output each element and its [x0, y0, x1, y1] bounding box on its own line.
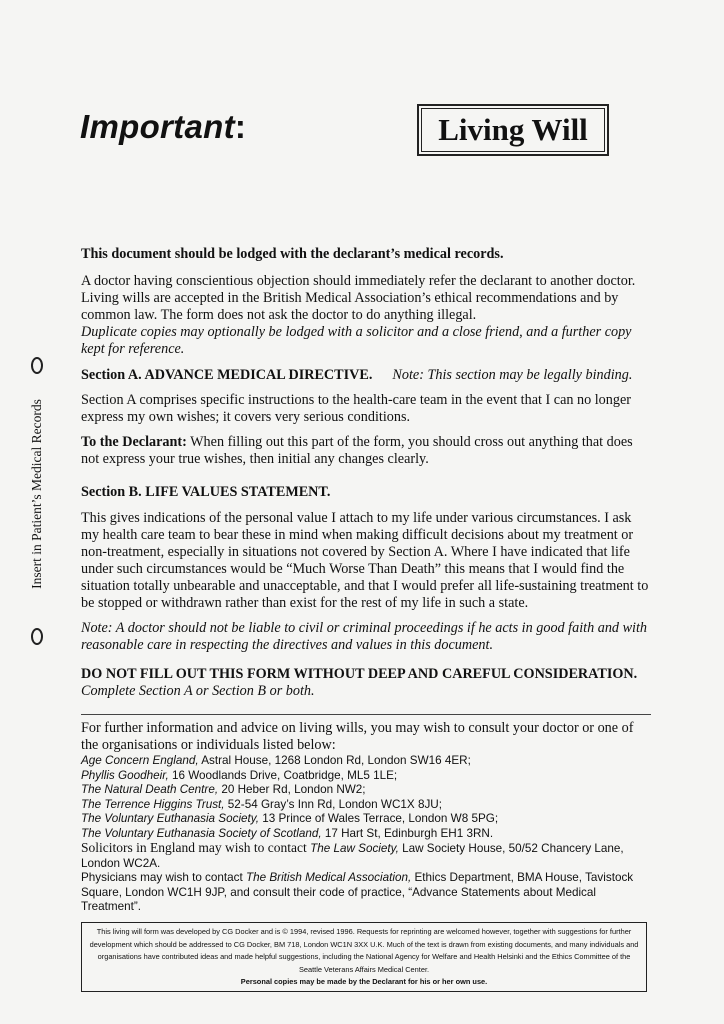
further-info-intro: For further information and advice on living wills, you may wish to consult your doctor or one of the organisations or individuals listed below:: [81, 720, 634, 753]
org-item: The Voluntary Euthanasia Society, 13 Prince of Wales Terrace, London W8 5PG;: [81, 812, 499, 825]
warning-heading: DO NOT FILL OUT THIS FORM WITHOUT DEEP AND CAREFUL CONSIDERATION.: [81, 666, 638, 682]
footer-box: [81, 922, 647, 992]
physicians-line: Physicians may wish to contact The British Medical Association, Ethics Department, BMA House, Tavistock Square, London WC1H 9JP, and consult their code of practice, “Advance Statements about Medical Treatment”.: [81, 871, 634, 913]
declarant-paragraph: [81, 434, 651, 468]
document-title: Living Will: [421, 108, 605, 152]
org-item: The Voluntary Euthanasia Society of Scotland, 17 Hart St, Edinburgh EH1 3RN.: [81, 826, 494, 840]
side-margin-label: Insert in Patient’s Medical Records: [29, 399, 44, 589]
intro-paragraph: [81, 273, 651, 358]
org-item: Phyllis Goodheir, 16 Woodlands Drive, Coatbridge, ML5 1LE;: [81, 768, 398, 782]
org-item: The Natural Death Centre, 20 Heber Rd, London NW2;: [81, 783, 366, 796]
section-a-note: Note: This section may be legally binding.: [392, 367, 633, 383]
divider-rule: [81, 714, 651, 715]
intro-heading: This document should be lodged with the declarant’s medical records.: [81, 246, 504, 262]
intro-italic-text: Duplicate copies may optionally be lodged with a solicitor and a close friend, and a further copy kept for reference.: [81, 324, 632, 357]
section-a-heading: Section A. ADVANCE MEDICAL DIRECTIVE.: [81, 367, 373, 383]
document-body: [81, 246, 651, 915]
important-heading: Important:: [80, 108, 247, 145]
declarant-label: To the Declarant:: [81, 434, 187, 450]
punch-hole-top: [31, 357, 43, 374]
intro-text: A doctor having conscientious objection should immediately refer the declarant to another doctor. Living wills are accepted in the British Medical Association’s ethical recommendations and by common law. The form does not ask the doctor to do anything illegal.: [81, 273, 636, 323]
org-item: The Terrence Higgins Trust, 52-54 Gray’s Inn Rd, London WC1X 8JU;: [81, 797, 442, 811]
warning-sub: Complete Section A or Section B or both.: [81, 683, 315, 699]
warning-block: [81, 666, 651, 700]
footer-text: This living will form was developed by CG Docker and is © 1994, revised 1996. Requests for reprinting are welcomed however, together with suggestions for further development which should be addressed to CG Docker, BM 718, London WC1N 3XX U.K. Much of the text is drawn from existing documents, and many individuals and organisations have contributed ideas and made helpful suggestions, including the National Agency for Welfare and Health Helsinki and the Ethics Committee of the Seattle Veterans Affairs Medical Center.: [89, 927, 639, 974]
punch-hole-bottom: [31, 628, 43, 645]
declarant-text: When filling out this part of the form, you should cross out anything that does not express your true wishes, then initial any changes clearly.: [81, 434, 633, 467]
important-colon: :: [234, 108, 247, 145]
section-b-paragraph: This gives indications of the personal value I attach to my life under various circumstances. I ask my health care team to bear these in mind when making difficult decisions about my treatment or non-treatment, especially in situations not covered by Section A. Where I have indicated that life under such circumstances would be “Much Worse Than Death” this means that I would find the situation totally unbearable and unacceptable, and that I would prefer all life-sustaining treatment to be stopped or withdrawn rather than exist for the rest of my life in such a state.: [81, 510, 649, 611]
section-a-paragraph: Section A comprises specific instructions to the health-care team in the event that I can no longer express my own wishes; it covers very serious conditions.: [81, 392, 631, 425]
section-a-heading-line: [81, 367, 651, 384]
section-b-heading: Section B. LIFE VALUES STATEMENT.: [81, 484, 331, 500]
section-b-note: Note: A doctor should not be liable to civil or criminal proceedings if he acts in good faith and with reasonable care in respecting the directives and values in this document.: [81, 620, 648, 653]
org-item: Age Concern England, Astral House, 1268 London Rd, London SW16 4ER;: [81, 754, 471, 767]
footer-copy-note: Personal copies may be made by the Declarant for his or her own use.: [240, 977, 488, 986]
solicitors-line: Solicitors in England may wish to contact The Law Society, Law Society House, 50/52 Chancery Lane, London WC2A.: [81, 840, 624, 870]
organisations-list: [81, 754, 651, 915]
